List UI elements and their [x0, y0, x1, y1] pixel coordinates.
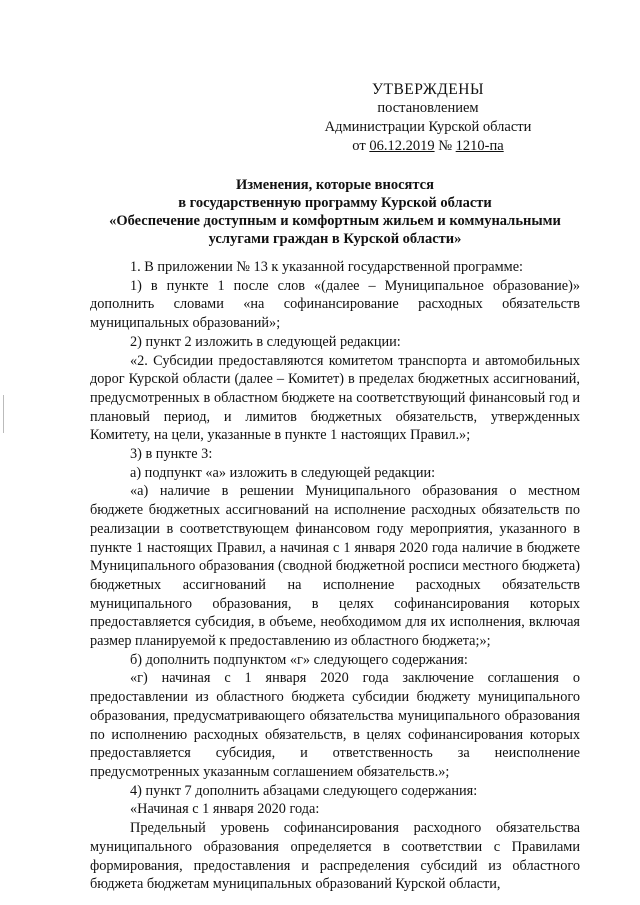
paragraph-5: 3) в пункте 3: [130, 446, 213, 463]
approval-heading: УТВЕРЖДЕНЫ [372, 81, 484, 98]
title-line-4: услугами граждан в Курской области» [208, 231, 462, 247]
approval-stamp [308, 80, 548, 156]
approval-line-2: Администрации Курской области [324, 119, 532, 135]
approval-line-1: постановлением [377, 100, 479, 116]
paragraph-1: 1. В приложении № 13 к указанной государственной программе: [130, 259, 524, 275]
paragraph-3: 2) пункт 2 изложить в следующей редакции: [130, 333, 401, 350]
paragraph-11: «Начиная с 1 января 2020 года: [130, 801, 320, 818]
scan-edge-mark [3, 395, 4, 433]
paragraph-12: Предельный уровень софинансирования расходного обязательства муниципального образования определяется в соответствии с Правилами формирования, предоставления и распределения субсидий из областного бюджета бюджетам муниципальных образований Курской области, [90, 820, 580, 893]
approval-date-line [308, 137, 548, 156]
paragraph-7: «а) наличие в решении Муниципального образования о местном бюджете бюджетных ассигнований на исполнение расходных обязательств по реализации в соответствующем финансовом году мероприятия, указанного в пункте 1 настоящих Правил, а начиная с 1 января 2020 года наличие в бюджете Муниципального образования (сводной бюджетной росписи местного бюджета) бюджетных ассигнований на исполнение расходных обязательств муниципального образования, в целях софинансирования которых предоставляется субсидия, в объеме, необходимом для их исполнения, включая размер планируемой к предоставлению из областного бюджета;»; [90, 483, 580, 650]
paragraph-10: 4) пункт 7 дополнить абзацами следующего содержания: [130, 782, 478, 799]
approval-date-prefix: от [352, 138, 370, 154]
title-line-1: Изменения, которые вносятся [236, 177, 434, 193]
approval-number-prefix: № [434, 138, 456, 154]
paragraph-4: «2. Субсидии предоставляются комитетом транспорта и автомобильных дорог Курской области (далее – Комитет) в пределах бюджетных ассигнований, предусмотренных в областном бюджете на соответствующий финансовый год и плановый период, и лимитов бюджетных обязательств, утвержденных Комитету, на цели, указанные в пункте 1 настоящих Правил.»; [90, 352, 580, 444]
document-title [90, 176, 580, 248]
approval-number: 1210-па [455, 138, 504, 154]
paragraph-9: «г) начиная с 1 января 2020 года заключение соглашения о предоставлении из областного бюджета субсидии бюджету муниципального образования, предусматривающего обязательства муниципального образования по исполнению расходных обязательств, в целях софинансирования которых предоставляется субсидия, и ответственность за неисполнение предусмотренных указанным соглашением обязательств.»; [90, 670, 580, 780]
paragraph-6: а) подпункт «а» изложить в следующей редакции: [130, 464, 436, 481]
approval-date: 06.12.2019 [369, 138, 435, 154]
title-line-2: в государственную программу Курской области [178, 195, 492, 211]
paragraph-2: 1) в пункте 1 после слов «(далее – Муниципальное образование)» дополнить словами «на софинансирование расходных обязательств муниципальных образований»; [90, 277, 580, 332]
document-body [90, 258, 580, 894]
title-line-3: «Обеспечение доступным и комфортным жильем и коммунальными [109, 213, 561, 229]
paragraph-8: б) дополнить подпунктом «г» следующего содержания: [130, 651, 468, 668]
